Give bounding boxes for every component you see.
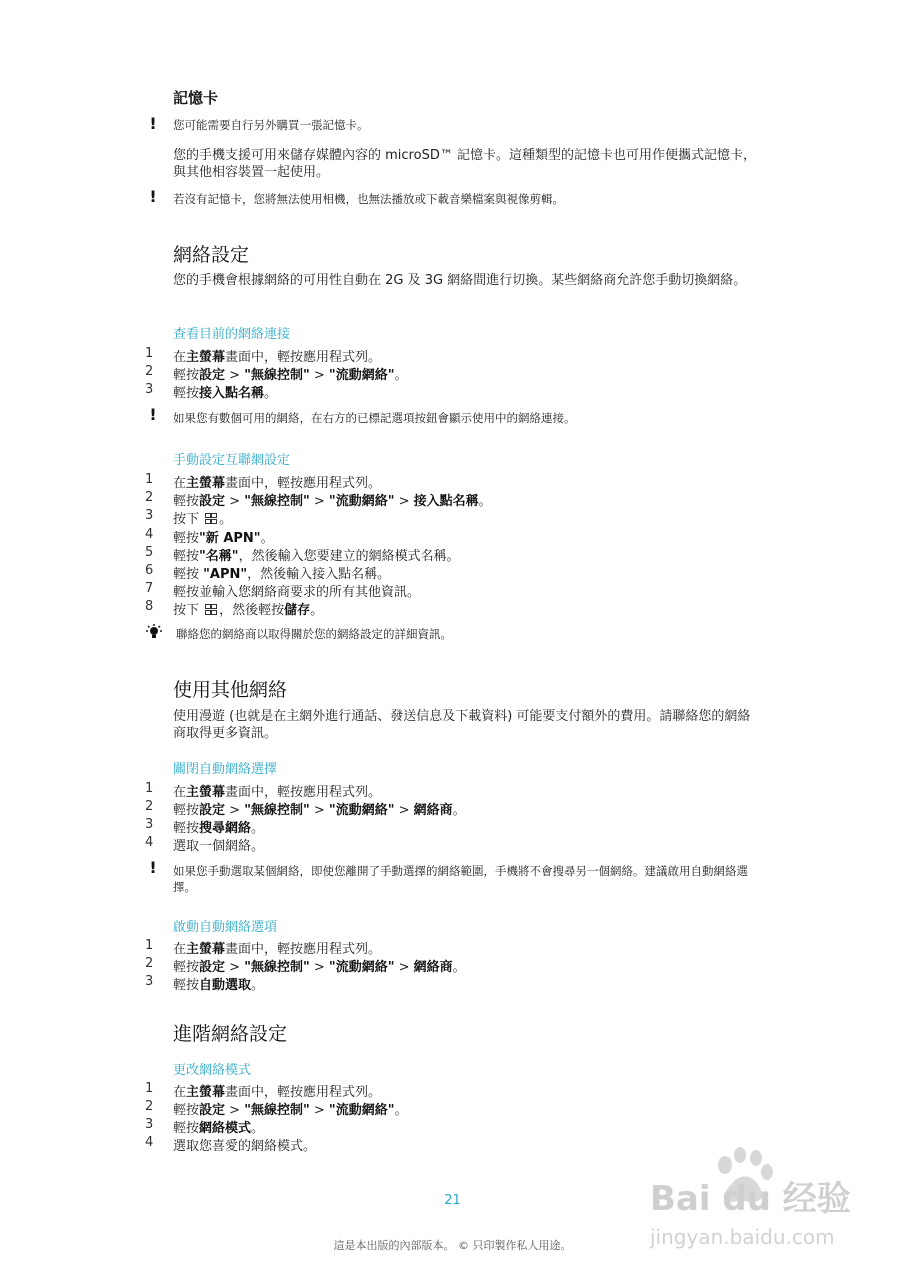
step-text-part: 輕按 bbox=[173, 548, 200, 564]
step-keyword: 設定 bbox=[199, 494, 226, 510]
step-keyword: "無線控制" bbox=[244, 494, 310, 510]
step-text-part: 按下 bbox=[173, 603, 204, 619]
note-text: 您可能需要自行另外購買一張記憶卡。 bbox=[173, 118, 369, 132]
step-text-part: 畫面中，輕按應用程式列。 bbox=[225, 1085, 382, 1100]
step-text-part: 輕按並輸入您網絡商要求的所有其他資訊。 bbox=[173, 585, 421, 601]
step-text-part: 輕按 bbox=[173, 960, 200, 975]
watermark-url: jingyan.baidu.com bbox=[650, 1225, 835, 1249]
step-separator: > bbox=[309, 494, 329, 510]
step-keyword: "APN" bbox=[203, 567, 248, 582]
step-keyword: 設定 bbox=[199, 803, 226, 818]
step-text bbox=[173, 472, 381, 491]
step-text bbox=[173, 563, 390, 582]
step-separator: > bbox=[309, 960, 329, 975]
step-text bbox=[173, 956, 466, 975]
footer-text: 這是本出版的內部版本。 © 只印製作私人用途。 bbox=[333, 1239, 572, 1252]
subsection-title: 手動設定互聯網設定 bbox=[173, 453, 291, 468]
step-separator: > bbox=[394, 494, 414, 510]
step-text-part: 。 bbox=[394, 1103, 408, 1118]
step-text bbox=[173, 781, 381, 800]
step-text-part: 。 bbox=[251, 978, 265, 993]
step-keyword: 主螢幕 bbox=[186, 942, 226, 957]
step-text-part: 輕按 bbox=[173, 1103, 200, 1118]
step-keyword: 主螢幕 bbox=[186, 476, 226, 491]
step-number: 4 bbox=[145, 526, 154, 542]
step-number: 1 bbox=[145, 346, 154, 361]
step-number: 5 bbox=[145, 544, 154, 560]
step-text bbox=[173, 1099, 407, 1118]
subsection-title: 關閉自動網絡選擇 bbox=[173, 762, 278, 777]
step-text-part: 輕按 bbox=[173, 821, 200, 836]
step-keyword: 接入點名稱 bbox=[199, 386, 265, 401]
step-text-part: 輕按 bbox=[173, 978, 200, 993]
paragraph: 您的手機支援可用來儲存媒體內容的 microSD™ 記憶卡。這種類型的記憶卡也可用作便攜式記憶卡，與其他相容裝置一起使用。 bbox=[173, 148, 756, 180]
step-text bbox=[173, 545, 460, 564]
baidu-watermark-logo bbox=[640, 1140, 890, 1270]
step-text-part: 。 bbox=[251, 1121, 265, 1136]
step-keyword: 搜尋網絡 bbox=[199, 821, 252, 836]
step-text-part: 。 bbox=[394, 368, 408, 383]
step-number: 2 bbox=[145, 364, 154, 379]
step-text-part: 輕按 bbox=[173, 1121, 200, 1136]
step-text bbox=[173, 1135, 316, 1154]
step-text-part: 按下 bbox=[173, 512, 204, 528]
step-keyword: "無線控制" bbox=[244, 960, 310, 975]
step-separator: > bbox=[225, 1103, 245, 1118]
step-separator: > bbox=[225, 368, 245, 383]
subsection-title: 查看目前的網絡連接 bbox=[173, 327, 291, 342]
tip-text: 聯絡您的網絡商以取得關於您的網絡設定的詳細資訊。 bbox=[176, 627, 452, 641]
step-keyword: "流動網絡" bbox=[328, 494, 395, 510]
section-title-memory-card: 記憶卡 bbox=[173, 89, 219, 107]
step-number: 6 bbox=[145, 563, 154, 578]
step-number: 3 bbox=[145, 508, 154, 524]
step-text-part: 。 bbox=[219, 512, 233, 528]
step-text bbox=[173, 938, 381, 957]
lightbulb-icon bbox=[143, 624, 165, 640]
step-text-part: 在 bbox=[173, 350, 187, 365]
step-keyword: 主螢幕 bbox=[186, 785, 226, 800]
step-text-part: 。 bbox=[310, 603, 324, 619]
subsection-title: 啟動自動網絡選項 bbox=[173, 920, 278, 935]
step-text-part: 。 bbox=[260, 530, 274, 546]
step-separator: > bbox=[309, 1103, 329, 1118]
step-text-part: ，然後輸入接入點名稱。 bbox=[247, 567, 391, 582]
step-text bbox=[173, 599, 323, 618]
section-title-other-networks: 使用其他網絡 bbox=[173, 679, 288, 701]
step-keyword: "流動網絡" bbox=[328, 960, 395, 975]
step-text-part: 選取一個網絡。 bbox=[173, 839, 265, 854]
step-keyword: 設定 bbox=[199, 960, 226, 975]
step-text bbox=[173, 527, 274, 546]
step-text-part: 。 bbox=[478, 494, 492, 510]
step-text-part: 在 bbox=[173, 1085, 187, 1100]
step-keyword: "流動網絡" bbox=[328, 803, 395, 818]
step-keyword: 設定 bbox=[199, 368, 226, 383]
menu-grid-icon bbox=[205, 604, 217, 615]
step-keyword: 接入點名稱 bbox=[413, 494, 479, 510]
step-text-part: ，然後輕按 bbox=[219, 603, 285, 619]
step-keyword: "流動網絡" bbox=[328, 368, 395, 383]
step-text-part: 畫面中，輕按應用程式列。 bbox=[225, 350, 382, 365]
step-keyword: "無線控制" bbox=[244, 1103, 310, 1118]
step-number: 3 bbox=[145, 817, 154, 832]
step-number: 1 bbox=[145, 938, 154, 953]
step-text-part: 在 bbox=[173, 785, 187, 800]
exclamation-icon: ! bbox=[149, 114, 157, 133]
step-text-part: 。 bbox=[251, 821, 265, 836]
step-text-part: ，然後輸入您要建立的網絡模式名稱。 bbox=[238, 548, 460, 564]
step-text-part: 畫面中，輕按應用程式列。 bbox=[225, 942, 382, 957]
step-separator: > bbox=[394, 960, 414, 975]
paragraph: 使用漫遊 (也就是在主網外進行通話、發送信息及下載資料) 可能要支付額外的費用。請聯絡您的網絡商取得更多資訊。 bbox=[173, 709, 751, 741]
step-keyword: "名稱" bbox=[199, 548, 239, 564]
subsection-title: 更改網絡模式 bbox=[173, 1063, 252, 1078]
step-separator: > bbox=[309, 803, 329, 818]
step-text bbox=[173, 490, 492, 509]
step-text bbox=[173, 581, 420, 600]
exclamation-icon: ! bbox=[149, 405, 157, 424]
step-text-part: 輕按 bbox=[173, 386, 200, 401]
step-number: 3 bbox=[145, 974, 154, 989]
step-text bbox=[173, 382, 277, 401]
section-title-network-settings: 網絡設定 bbox=[173, 244, 250, 266]
section-title-advanced-network: 進階網絡設定 bbox=[173, 1023, 288, 1045]
step-text bbox=[173, 346, 381, 365]
step-number: 2 bbox=[145, 1099, 154, 1114]
step-separator: > bbox=[225, 494, 245, 510]
step-number: 7 bbox=[145, 581, 154, 597]
step-keyword: "流動網絡" bbox=[328, 1103, 395, 1118]
step-number: 2 bbox=[145, 956, 154, 971]
step-number: 1 bbox=[145, 472, 154, 487]
step-separator: > bbox=[225, 803, 245, 818]
step-number: 3 bbox=[145, 1117, 154, 1132]
step-number: 1 bbox=[145, 1081, 154, 1096]
step-text-part: 。 bbox=[452, 803, 466, 818]
step-keyword: 網絡商 bbox=[413, 960, 453, 975]
step-number: 2 bbox=[145, 799, 154, 814]
step-number: 4 bbox=[145, 1135, 154, 1150]
watermark-brand: Bai du 经验 bbox=[650, 1179, 851, 1219]
note-text: 如果您手動選取某個網絡，即使您離開了手動選擇的網絡範圍，手機將不會搜尋另一個網絡。建議啟用自動網絡選擇。 bbox=[173, 864, 748, 894]
step-text bbox=[173, 799, 466, 818]
step-text-part: 輕按 bbox=[173, 494, 200, 510]
step-number: 2 bbox=[145, 490, 154, 506]
note-text: 若沒有記憶卡，您將無法使用相機，也無法播放或下載音樂檔案與視像剪輯。 bbox=[173, 192, 564, 206]
step-number: 4 bbox=[145, 835, 154, 850]
step-text bbox=[173, 1081, 381, 1100]
step-text-part: 輕按 bbox=[173, 567, 204, 582]
step-keyword: 自動選取 bbox=[199, 978, 252, 993]
step-text-part: 在 bbox=[173, 476, 187, 491]
step-text-part: 。 bbox=[264, 386, 278, 401]
step-text-part: 畫面中，輕按應用程式列。 bbox=[225, 476, 382, 491]
paragraph: 您的手機會根據網絡的可用性自動在 2G 及 3G 網絡間進行切換。某些網絡商允許您手動切換網絡。 bbox=[173, 273, 747, 288]
step-text bbox=[173, 817, 264, 836]
step-keyword: 主螢幕 bbox=[186, 350, 226, 365]
step-keyword: 網絡商 bbox=[413, 803, 453, 818]
step-keyword: "無線控制" bbox=[244, 803, 310, 818]
step-number: 1 bbox=[145, 781, 154, 796]
note-text: 如果您有數個可用的網絡，在右方的已標記選項按鈕會顯示使用中的網絡連接。 bbox=[173, 411, 576, 425]
page-number: 21 bbox=[444, 1193, 461, 1208]
step-text bbox=[173, 364, 407, 383]
step-text-part: 輕按 bbox=[173, 803, 200, 818]
step-keyword: "新 APN" bbox=[199, 530, 261, 546]
step-text bbox=[173, 508, 232, 527]
step-keyword: 儲存 bbox=[284, 603, 311, 619]
exclamation-icon: ! bbox=[149, 858, 157, 877]
exclamation-icon: ! bbox=[149, 187, 157, 206]
step-text-part: 選取您喜愛的網絡模式。 bbox=[173, 1139, 317, 1154]
step-text-part: 。 bbox=[452, 960, 466, 975]
step-number: 3 bbox=[145, 382, 154, 397]
step-text-part: 輕按 bbox=[173, 530, 200, 546]
step-keyword: 主螢幕 bbox=[186, 1085, 226, 1100]
step-number: 8 bbox=[145, 599, 154, 615]
step-text bbox=[173, 1117, 264, 1136]
step-text bbox=[173, 974, 264, 993]
step-separator: > bbox=[309, 368, 329, 383]
step-text-part: 畫面中，輕按應用程式列。 bbox=[225, 785, 382, 800]
step-text-part: 在 bbox=[173, 942, 187, 957]
step-text bbox=[173, 835, 264, 854]
menu-grid-icon bbox=[205, 513, 217, 524]
step-separator: > bbox=[394, 803, 414, 818]
step-text-part: 輕按 bbox=[173, 368, 200, 383]
step-keyword: "無線控制" bbox=[244, 368, 310, 383]
step-separator: > bbox=[225, 960, 245, 975]
step-keyword: 網絡模式 bbox=[199, 1121, 252, 1136]
step-keyword: 設定 bbox=[199, 1103, 226, 1118]
